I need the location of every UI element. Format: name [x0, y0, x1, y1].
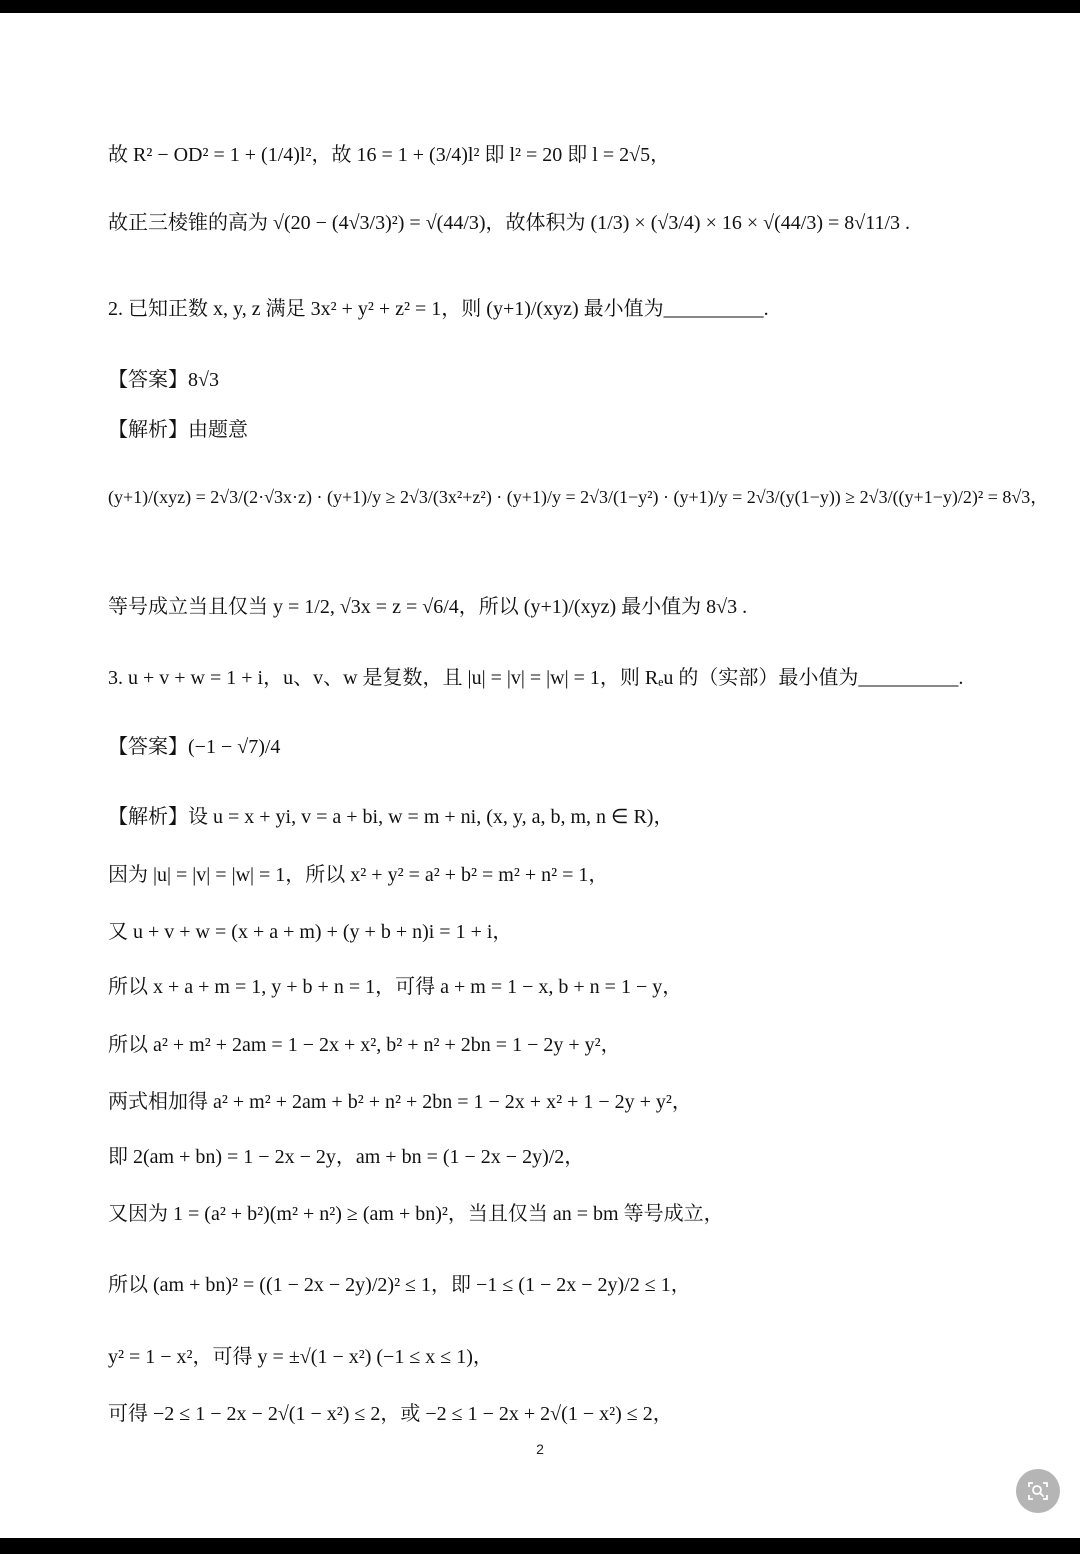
document-page: [0, 13, 1080, 1538]
text-line-2: 故正三棱锥的高为 √(20 − (4√3/3)²) = √(44/3)，故体积为 (1/3) × (√3/4) × 16 × √(44/3) = 8√11/3 .: [108, 212, 911, 234]
analysis-3-line-5: 所以 a² + m² + 2am = 1 − 2x + x², b² + n² + 2bn = 1 − 2y + y²，: [108, 1034, 621, 1056]
analysis-2-label: 【解析】由题意: [108, 419, 248, 441]
analysis-3-line-10: y² = 1 − x²，可得 y = ±√(1 − x²) (−1 ≤ x ≤ 1)，: [108, 1346, 493, 1368]
top-bar: [0, 0, 1080, 13]
page-number: 2: [536, 1441, 544, 1457]
text-line-1: 故 R² − OD² = 1 + (1/4)l²，故 16 = 1 + (3/4)l² 即 l² = 20 即 l = 2√5，: [108, 144, 671, 166]
question-3: 3. u + v + w = 1 + i，u、v、w 是复数，且 |u| = |v| = |w| = 1，则 Rₑu 的（实部）最小值为__________.: [108, 667, 964, 689]
analysis-3-line-6: 两式相加得 a² + m² + 2am + b² + n² + 2bn = 1 − 2x + x² + 1 − 2y + y²，: [108, 1091, 692, 1113]
analysis-3-line-4: 所以 x + a + m = 1, y + b + n = 1，可得 a + m = 1 − x, b + n = 1 − y，: [108, 976, 683, 998]
analysis-3-line-9: 所以 (am + bn)² = ((1 − 2x − 2y)/2)² ≤ 1，即 −1 ≤ (1 − 2x − 2y)/2 ≤ 1，: [108, 1274, 691, 1296]
analysis-3-line-8: 又因为 1 = (a² + b²)(m² + n²) ≥ (am + bn)²，当且仅当 an = bm 等号成立，: [108, 1203, 724, 1225]
image-search-icon: [1026, 1479, 1050, 1503]
analysis-3-line-11: 可得 −2 ≤ 1 − 2x − 2√(1 − x²) ≤ 2，或 −2 ≤ 1 − 2x + 2√(1 − x²) ≤ 2，: [108, 1403, 673, 1425]
question-2: 2. 已知正数 x, y, z 满足 3x² + y² + z² = 1，则 (y+1)/(xyz) 最小值为__________.: [108, 298, 769, 320]
analysis-2-conclusion: 等号成立当且仅当 y = 1/2, √3x = z = √6/4，所以 (y+1)/(xyz) 最小值为 8√3 .: [108, 596, 748, 618]
analysis-3-line-3: 又 u + v + w = (x + a + m) + (y + b + n)i = 1 + i，: [108, 921, 513, 943]
bottom-bar: [0, 1538, 1080, 1554]
image-search-button[interactable]: [1016, 1469, 1060, 1513]
analysis-3-line-2: 因为 |u| = |v| = |w| = 1，所以 x² + y² = a² + b² = m² + n² = 1，: [108, 864, 609, 886]
answer-2: 【答案】8√3: [108, 369, 219, 391]
analysis-3-line-1: 【解析】设 u = x + yi, v = a + bi, w = m + ni, (x, y, a, b, m, n ∈ R)，: [108, 806, 674, 828]
analysis-2-formula: (y+1)/(xyz) = 2√3/(2·√3x·z) · (y+1)/y ≥ 2√3/(3x²+z²) · (y+1)/y = 2√3/(1−y²) · (y+1)/y = 2√3/(y(1−y)) ≥ 2√3/((y+1−y)/2)² = 8√3，: [108, 487, 1049, 507]
answer-3: 【答案】(−1 − √7)/4: [108, 736, 281, 758]
analysis-3-line-7: 即 2(am + bn) = 1 − 2x − 2y，am + bn = (1 − 2x − 2y)/2，: [108, 1146, 585, 1168]
